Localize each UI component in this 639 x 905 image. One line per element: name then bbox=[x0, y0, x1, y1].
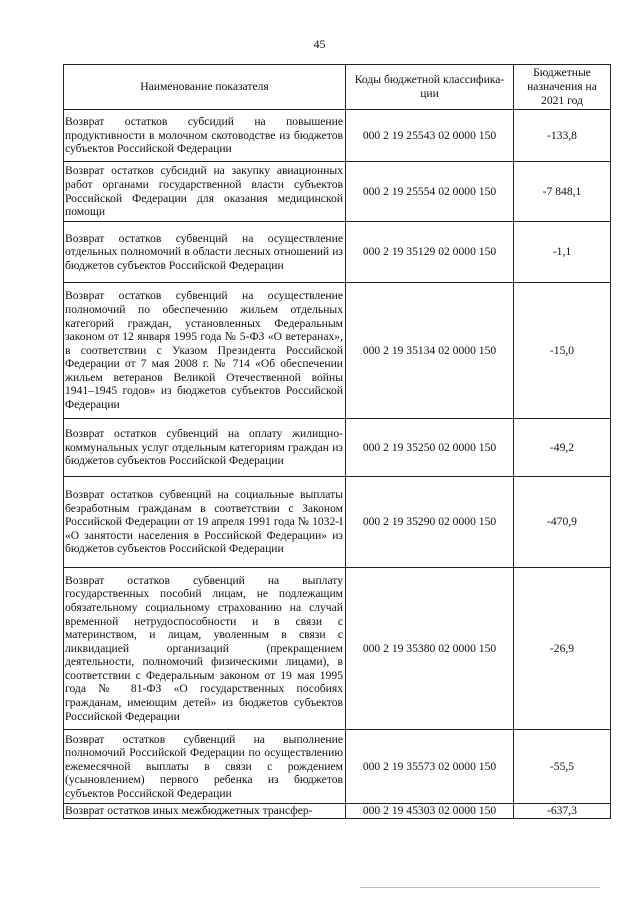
row-code: 000 2 19 45303 02 0000 150 bbox=[346, 804, 514, 819]
header-code: Коды бюджетной классифика-ции bbox=[346, 65, 514, 110]
row-code: 000 2 19 35250 02 0000 150 bbox=[346, 419, 514, 477]
scan-edge-line bbox=[360, 887, 600, 888]
row-name: Возврат остатков субвенций на социальные выплаты безработным гражданам в соответствии с Законом Российской Федерации от 19 апреля 1991 года № 1032-I «О занятости населения в Российской Федерации» из бюджетов субъектов Российской Федерации bbox=[64, 477, 346, 568]
table-row bbox=[64, 110, 611, 162]
table-row bbox=[64, 283, 611, 419]
row-amount: -1,1 bbox=[514, 222, 611, 283]
row-name: Возврат остатков субвенций на осуществление полномочий по обеспечению жильем отдельных категорий граждан, установленных Федеральным законом от 12 января 1995 года № 5-ФЗ «О ветеранах», в соответствии с Указом Президента Российской Федерации от 7 мая 2008 г. № 714 «Об обеспечении жильем ветеранов Великой Отечественной войны 1941–1945 годов» из бюджетов субъектов Российской Федерации bbox=[64, 283, 346, 419]
row-code: 000 2 19 25543 02 0000 150 bbox=[346, 110, 514, 162]
row-name: Возврат остатков субвенций на выполнение полномочий Российской Федерации по осуществлению ежемесячной выплаты в связи с рождением (усыновлением) первого ребенка из бюджетов субъектов Российской Федерации bbox=[64, 730, 346, 804]
row-name: Возврат остатков субвенций на осуществление отдельных полномочий в области лесных отношений из бюджетов субъектов Российской Федерации bbox=[64, 222, 346, 283]
table-row bbox=[64, 162, 611, 222]
budget-table bbox=[63, 64, 611, 819]
row-amount: -55,5 bbox=[514, 730, 611, 804]
row-code: 000 2 19 35573 02 0000 150 bbox=[346, 730, 514, 804]
row-amount: -470,9 bbox=[514, 477, 611, 568]
header-name: Наименование показателя bbox=[64, 65, 346, 110]
header-amount: Бюджетные назначения на 2021 год bbox=[514, 65, 611, 110]
row-amount: -7 848,1 bbox=[514, 162, 611, 222]
row-amount: -15,0 bbox=[514, 283, 611, 419]
table-row bbox=[64, 804, 611, 819]
table-row bbox=[64, 477, 611, 568]
table-row bbox=[64, 419, 611, 477]
row-name: Возврат остатков субвенций на выплату государственных пособий лицам, не подлежащим обязательному социальному страхованию на случай временной нетрудоспособности и в связи с материнством, и лицам, уволенным в связи с ликвидацией организаций (прекращением деятельности, полномочий физическими лицами), в соответствии с Федеральным законом от 19 мая 1995 года № 81-ФЗ «О государственных пособиях гражданам, имеющим детей» из бюджетов субъектов Российской Федерации bbox=[64, 568, 346, 730]
row-amount: -26,9 bbox=[514, 568, 611, 730]
row-name: Возврат остатков субсидий на повышение продуктивности в молочном скотоводстве из бюджетов субъектов Российской Федерации bbox=[64, 110, 346, 162]
table-header bbox=[64, 65, 611, 110]
row-amount: -637,3 bbox=[514, 804, 611, 819]
row-code: 000 2 19 35290 02 0000 150 bbox=[346, 477, 514, 568]
table-row bbox=[64, 568, 611, 730]
table-body bbox=[64, 110, 611, 819]
row-code: 000 2 19 25554 02 0000 150 bbox=[346, 162, 514, 222]
row-code: 000 2 19 35380 02 0000 150 bbox=[346, 568, 514, 730]
row-name: Возврат остатков субсидий на закупку авиационных работ органами государственной власти субъектов Российской Федерации для оказания медицинской помощи bbox=[64, 162, 346, 222]
header-row bbox=[64, 65, 611, 110]
row-amount: -133,8 bbox=[514, 110, 611, 162]
row-code: 000 2 19 35129 02 0000 150 bbox=[346, 222, 514, 283]
row-code: 000 2 19 35134 02 0000 150 bbox=[346, 283, 514, 419]
row-name: Возврат остатков иных межбюджетных трансфер- bbox=[64, 804, 346, 819]
page-number: 45 bbox=[313, 37, 326, 51]
table-row bbox=[64, 222, 611, 283]
row-amount: -49,2 bbox=[514, 419, 611, 477]
table-row bbox=[64, 730, 611, 804]
row-name: Возврат остатков субвенций на оплату жилищно-коммунальных услуг отдельным категориям граждан из бюджетов субъектов Российской Федерации bbox=[64, 419, 346, 477]
